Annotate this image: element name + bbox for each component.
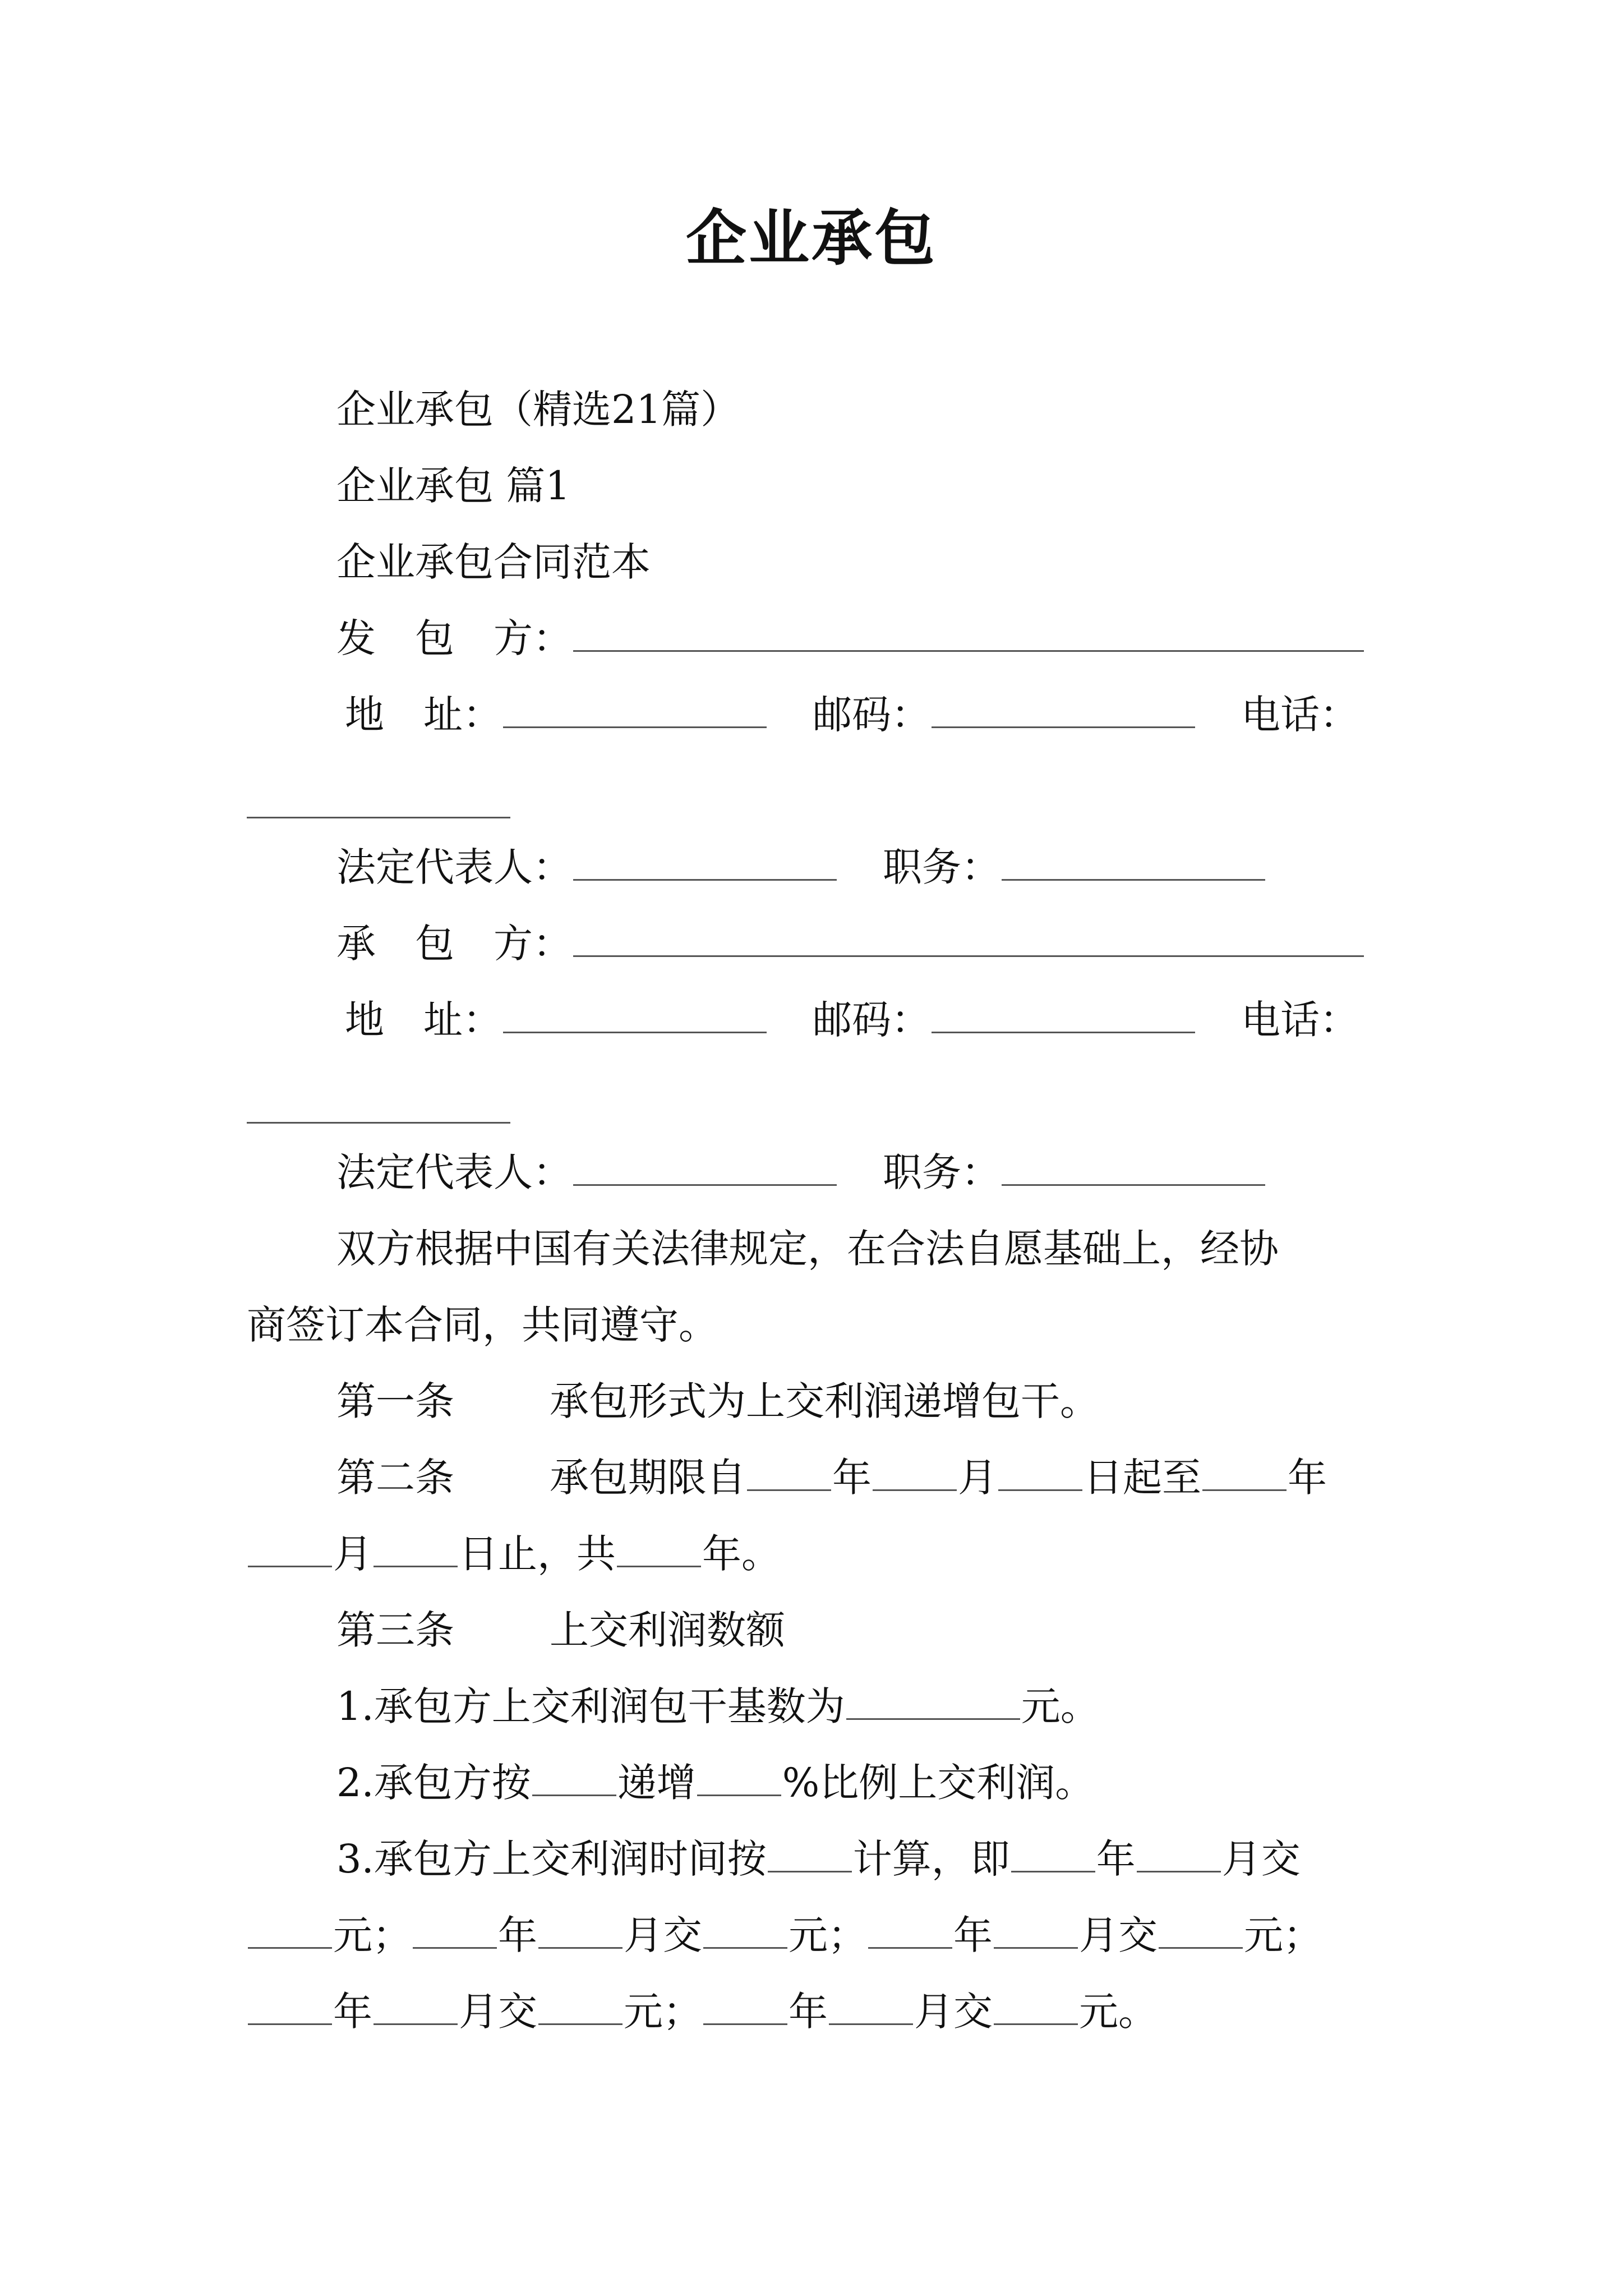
article-label: 第一条 bbox=[336, 1378, 454, 1424]
period-blank[interactable] bbox=[768, 1830, 852, 1872]
article-label: 第三条 bbox=[336, 1607, 454, 1653]
document-title: 企业承包 bbox=[685, 203, 937, 274]
subtitle bbox=[336, 379, 740, 440]
article-2-cont bbox=[247, 1523, 781, 1585]
year-label: 年 bbox=[789, 1989, 828, 2035]
contractor-rep-line bbox=[336, 1142, 1266, 1203]
year-label: 年 bbox=[953, 1912, 993, 1958]
phone-label: 电话： bbox=[1241, 997, 1359, 1043]
phone-blank[interactable] bbox=[247, 1120, 510, 1124]
article-text: 承包期限自 bbox=[550, 1455, 746, 1501]
position-label: 职务： bbox=[883, 1149, 1000, 1195]
address-blank[interactable] bbox=[503, 991, 767, 1033]
month-blank[interactable] bbox=[829, 1983, 913, 2025]
month-pay-label: 月交 bbox=[459, 1989, 537, 2035]
contractor-address-line bbox=[345, 989, 1359, 1051]
unit-label: 元； bbox=[624, 1989, 702, 2035]
amount-blank[interactable] bbox=[703, 1907, 787, 1949]
amount-blank[interactable] bbox=[846, 1678, 1020, 1720]
part-heading bbox=[336, 455, 570, 517]
item-text: 3.承包方上交利润时间按 bbox=[336, 1836, 767, 1882]
address-label: 地 址： bbox=[345, 997, 502, 1043]
item-text: %比例上交利润。 bbox=[782, 1760, 1095, 1806]
article-2 bbox=[336, 1447, 1327, 1508]
part-heading-text: 企业承包 篇1 bbox=[336, 463, 570, 509]
item-3-cont1 bbox=[247, 1904, 1322, 1966]
amount-blank[interactable] bbox=[994, 1983, 1078, 2025]
unit-label: 元。 bbox=[1021, 1683, 1100, 1729]
postcode-label: 邮码： bbox=[813, 997, 930, 1043]
month-label: 月 bbox=[958, 1455, 997, 1501]
article-label: 第二条 bbox=[336, 1455, 454, 1501]
year-label: 年 bbox=[1288, 1455, 1327, 1501]
article-1 bbox=[336, 1370, 1099, 1432]
address-label: 地 址： bbox=[345, 692, 502, 738]
address-blank[interactable] bbox=[503, 686, 767, 728]
postcode-blank[interactable] bbox=[932, 991, 1195, 1033]
item-text: 2.承包方按 bbox=[336, 1760, 531, 1806]
amount-blank[interactable] bbox=[538, 1983, 623, 2025]
year-label: 年 bbox=[1096, 1836, 1136, 1882]
contract-heading-text: 企业承包合同范本 bbox=[336, 539, 651, 585]
month-blank[interactable] bbox=[994, 1907, 1078, 1949]
article-text: 上交利润数额 bbox=[550, 1607, 785, 1653]
basis-blank[interactable] bbox=[532, 1754, 616, 1796]
unit-label: 元； bbox=[789, 1912, 867, 1958]
legal-rep-blank[interactable] bbox=[573, 839, 837, 881]
subtitle-text: 企业承包（精选21篇） bbox=[336, 386, 740, 432]
month-label: 月 bbox=[333, 1531, 372, 1577]
item-text: 1.承包方上交利润包干基数为 bbox=[336, 1683, 845, 1729]
month-pay-label: 月交 bbox=[914, 1989, 993, 2035]
employer-line bbox=[336, 608, 1365, 669]
legal-rep-label: 法定代表人： bbox=[336, 844, 572, 890]
item-3 bbox=[336, 1828, 1301, 1890]
employer-rep-line bbox=[336, 836, 1266, 898]
year-label: 年 bbox=[832, 1455, 872, 1501]
day-blank[interactable] bbox=[374, 1525, 458, 1567]
month-pay-label: 月交 bbox=[1079, 1912, 1158, 1958]
contractor-blank[interactable] bbox=[573, 915, 1364, 957]
year-label: 年。 bbox=[702, 1531, 781, 1577]
year-blank[interactable] bbox=[703, 1983, 787, 2025]
percent-blank[interactable] bbox=[697, 1754, 781, 1796]
until-label: 日止，共 bbox=[459, 1531, 616, 1577]
year-blank[interactable] bbox=[413, 1907, 497, 1949]
legal-rep-label: 法定代表人： bbox=[336, 1149, 572, 1195]
postcode-label: 邮码： bbox=[813, 692, 930, 738]
increment-label: 递增 bbox=[617, 1760, 696, 1806]
year-blank[interactable] bbox=[1202, 1449, 1287, 1491]
year-label: 年 bbox=[498, 1912, 537, 1958]
unit-label: 元； bbox=[333, 1912, 412, 1958]
contractor-label: 承 包 方： bbox=[336, 921, 572, 967]
postcode-blank[interactable] bbox=[932, 686, 1195, 728]
year-blank[interactable] bbox=[248, 1983, 332, 2025]
amount-blank[interactable] bbox=[1159, 1907, 1243, 1949]
month-blank[interactable] bbox=[873, 1449, 957, 1491]
intro-text: 双方根据中国有关法律规定，在合法自愿基础上，经协 bbox=[336, 1226, 1279, 1272]
month-blank[interactable] bbox=[374, 1983, 458, 2025]
phone-label: 电话： bbox=[1241, 692, 1359, 738]
position-label: 职务： bbox=[883, 844, 1000, 890]
article-3 bbox=[336, 1599, 785, 1661]
year-blank[interactable] bbox=[1011, 1830, 1095, 1872]
from-label: 日起至 bbox=[1083, 1455, 1201, 1501]
position-blank[interactable] bbox=[1002, 839, 1265, 881]
article-text: 承包形式为上交利润递增包干。 bbox=[550, 1378, 1099, 1424]
unit-label: 元。 bbox=[1079, 1989, 1158, 2035]
unit-label: 元； bbox=[1244, 1912, 1322, 1958]
month-pay-label: 月交 bbox=[1221, 1836, 1301, 1882]
item-1 bbox=[336, 1676, 1100, 1737]
employer-label: 发 包 方： bbox=[336, 615, 572, 661]
years-total-blank[interactable] bbox=[617, 1525, 701, 1567]
legal-rep-blank[interactable] bbox=[573, 1144, 837, 1186]
month-blank[interactable] bbox=[1137, 1830, 1221, 1872]
intro-text: 商签订本合同，共同遵守。 bbox=[247, 1302, 718, 1348]
item-text: 计算，即 bbox=[852, 1836, 1010, 1882]
month-blank[interactable] bbox=[538, 1907, 623, 1949]
year-label: 年 bbox=[333, 1989, 372, 2035]
employer-blank[interactable] bbox=[573, 610, 1364, 652]
contract-heading bbox=[336, 531, 651, 593]
employer-address-line bbox=[345, 684, 1359, 746]
phone-blank[interactable] bbox=[247, 815, 510, 818]
year-blank[interactable] bbox=[747, 1449, 831, 1491]
position-blank[interactable] bbox=[1002, 1144, 1265, 1186]
year-blank[interactable] bbox=[868, 1907, 952, 1949]
intro-paragraph-line1 bbox=[336, 1218, 1279, 1280]
contractor-line bbox=[336, 913, 1365, 974]
item-2 bbox=[336, 1752, 1094, 1814]
intro-paragraph-line2 bbox=[247, 1294, 718, 1356]
day-blank[interactable] bbox=[998, 1449, 1082, 1491]
amount-blank[interactable] bbox=[248, 1907, 332, 1949]
item-3-cont2 bbox=[247, 1981, 1158, 2042]
month-pay-label: 月交 bbox=[624, 1912, 702, 1958]
month-blank[interactable] bbox=[248, 1525, 332, 1567]
